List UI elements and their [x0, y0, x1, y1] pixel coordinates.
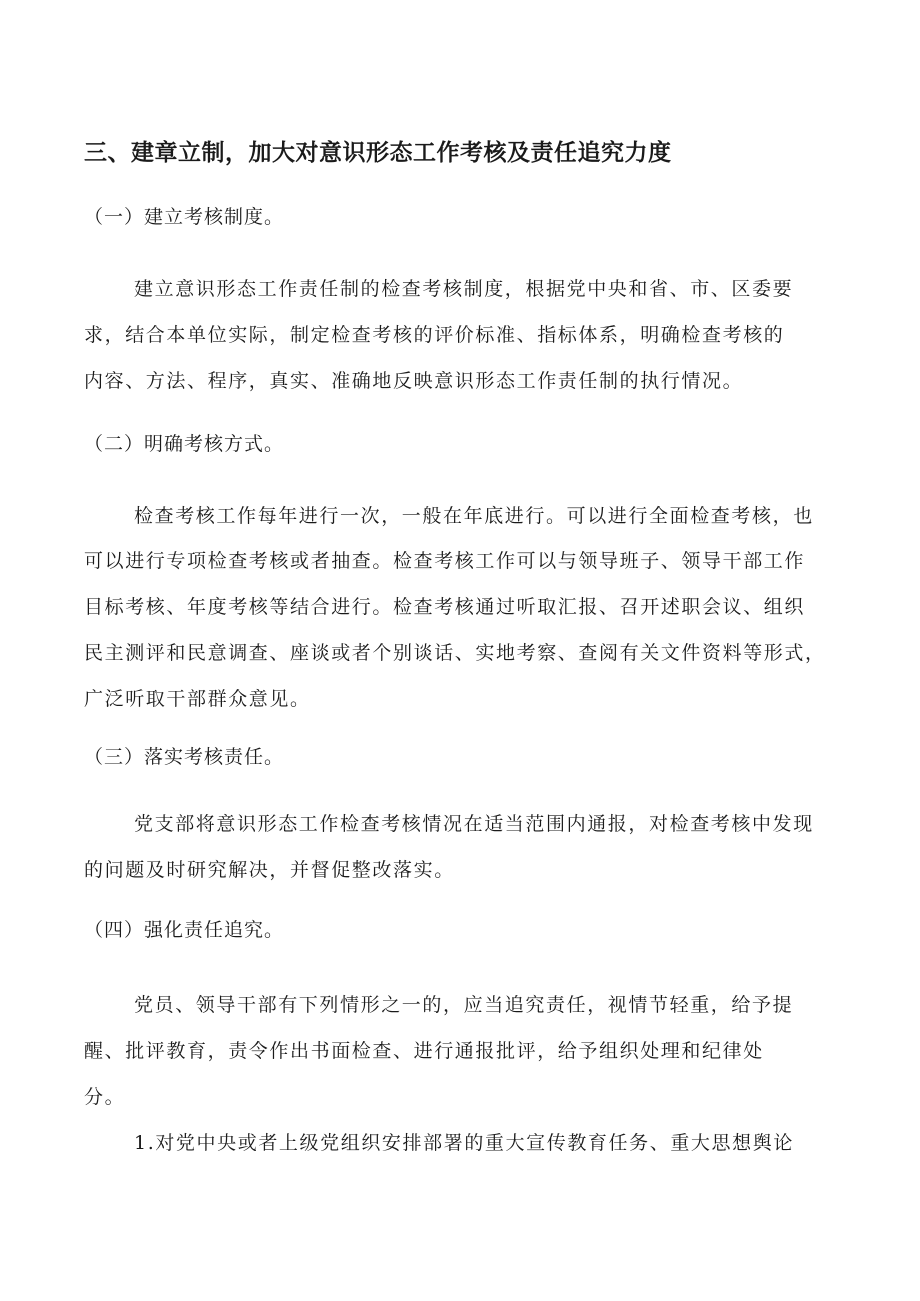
paragraph-line: 目标考核、年度考核等结合进行。检查考核通过听取汇报、召开述职会议、组织 — [84, 596, 806, 618]
paragraph-line: 的问题及时研究解决，并督促整改落实。 — [84, 859, 455, 881]
list-item: 1.对党中央或者上级党组织安排部署的重大宣传教育任务、重大思想舆论 — [134, 1132, 794, 1154]
subsection-title-2: （二）明确考核方式。 — [84, 433, 285, 455]
paragraph-line: 分。 — [84, 1086, 126, 1108]
paragraph-line: 检查考核工作每年进行一次，一般在年底进行。可以进行全面检查考核，也 — [134, 505, 814, 527]
subsection-title-4: （四）强化责任追究。 — [84, 919, 285, 941]
section-heading: 三、建章立制，加大对意识形态工作考核及责任追究力度 — [84, 140, 672, 166]
paragraph-line: 广泛听取干部群众意见。 — [84, 688, 311, 710]
paragraph-line: 求，结合本单位实际，制定检查考核的评价标准、指标体系，明确检查考核的 — [84, 324, 785, 346]
subsection-title-3: （三）落实考核责任。 — [84, 746, 285, 768]
paragraph-line: 党员、领导干部有下列情形之一的，应当追究责任，视情节轻重，给予提 — [134, 994, 794, 1016]
paragraph-line: 内容、方法、程序，真实、准确地反映意识形态工作责任制的执行情况。 — [84, 370, 744, 392]
paragraph-line: 民主测评和民意调查、座谈或者个别谈话、实地考察、查阅有关文件资料等形式， — [84, 642, 826, 664]
paragraph-line: 醒、批评教育，责令作出书面检查、进行通报批评，给予组织处理和纪律处 — [84, 1040, 764, 1062]
paragraph-line: 党支部将意识形态工作检查考核情况在适当范围内通报，对检查考核中发现 — [134, 813, 814, 835]
paragraph-line: 可以进行专项检查考核或者抽查。检查考核工作可以与领导班子、领导干部工作 — [84, 550, 806, 572]
subsection-title-1: （一）建立考核制度。 — [84, 206, 285, 228]
paragraph-line: 建立意识形态工作责任制的检查考核制度，根据党中央和省、市、区委要 — [134, 278, 794, 300]
